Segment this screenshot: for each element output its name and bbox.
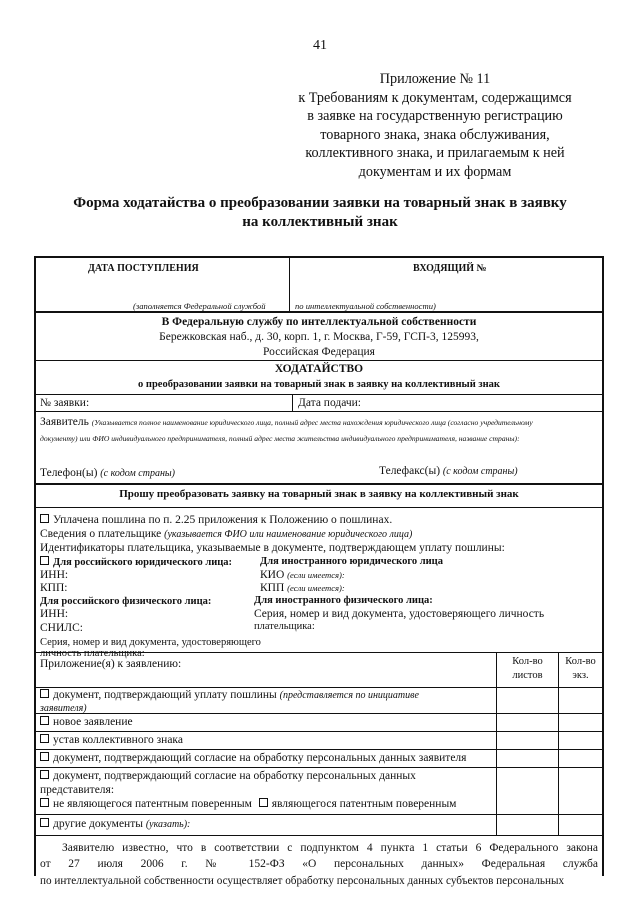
payer-info — [40, 528, 412, 541]
applicant-note: (Указывается полное наименование юридического лица, полный адрес места нахождения юридического лица (согласно учредительному — [91, 418, 533, 427]
divider — [36, 731, 602, 732]
attachment-note: заявителя) — [40, 703, 87, 714]
application-number-field[interactable]: № заявки: — [40, 397, 90, 409]
representative-type-options — [40, 798, 456, 811]
divider — [292, 394, 293, 411]
ru-id-doc-label: Серия, номер и вид документа, удостоверяющего — [40, 637, 261, 648]
fax-label: Телефакс(ы) — [379, 465, 441, 477]
copies-column-header: Кол-во — [565, 656, 596, 667]
attachment-note: (представляется по инициативе — [279, 690, 419, 701]
divider — [36, 507, 602, 508]
attachment-note: (указать): — [145, 819, 191, 830]
foreign-id-doc-label: плательщика: — [254, 621, 315, 632]
phone-note: (с кодом страны) — [100, 468, 176, 479]
checkbox-icon[interactable] — [259, 798, 268, 807]
attachment-label: другие документы — [53, 818, 143, 830]
phone-label: Телефон(ы) — [40, 467, 98, 479]
petition-subtitle: о преобразовании заявки на товарный знак в заявку на коллективный знак — [138, 379, 500, 390]
divider — [36, 713, 602, 714]
notice-line: Заявителю известно, что в соответствии с подпунктом 4 пункта 1 статьи 6 Федерального закона — [62, 842, 598, 854]
form-title-line: Форма ходатайства о преобразовании заявки на товарный знак в заявку — [73, 195, 567, 211]
snils-field[interactable]: СНИЛС: — [40, 622, 83, 634]
divider — [36, 394, 602, 395]
kio-note: (если имеется): — [287, 570, 345, 580]
attachment-new-application[interactable] — [40, 716, 133, 729]
checkbox-icon[interactable] — [40, 716, 49, 725]
ru-legal-label: Для российского юридического лица: — [53, 557, 233, 568]
receipt-note: (заполняется Федеральной службой — [133, 301, 266, 311]
inn-field[interactable]: ИНН: — [40, 569, 69, 581]
petition-form — [34, 256, 604, 887]
appendix-line: в заявке на государственную регистрацию — [307, 108, 563, 124]
attachment-consent-applicant[interactable] — [40, 752, 466, 765]
payer-info-note: (указывается ФИО или наименование юридического лица) — [164, 529, 413, 540]
attachment-label: представителя: — [40, 784, 115, 796]
fee-paid-label: Уплачена пошлина по п. 2.25 приложения к Положению о пошлинах. — [53, 514, 393, 526]
foreign-kpp-note: (если имеется): — [287, 583, 345, 593]
petition-title: ХОДАТАЙСТВО — [274, 363, 364, 375]
appendix-line: товарного знака, знака обслуживания, — [320, 126, 550, 143]
fax-field[interactable] — [379, 465, 518, 478]
checkbox-icon[interactable] — [40, 752, 49, 761]
appendix-heading — [260, 70, 610, 181]
not-attorney-option[interactable]: не являющегося патентным поверенным — [53, 798, 252, 810]
foreign-legal-label: Для иностранного юридического лица — [260, 556, 443, 567]
foreign-id-doc-label: Серия, номер и вид документа, удостоверяющего личность — [254, 608, 545, 620]
addressee-country: Российская Федерация — [263, 346, 375, 358]
notice-line: по интеллектуальной собственности осуществляет обработку персональных данных субъектов персональных — [40, 875, 565, 887]
notice-line: от 27 июля 2006 г. № 152-ФЗ «О персональных данных» Федеральная служба — [40, 858, 598, 870]
attachment-label: устав коллективного знака — [53, 734, 183, 746]
divider — [36, 767, 602, 768]
attachments-header: Приложение(я) к заявлению: — [40, 658, 182, 670]
kio-label: КИО — [260, 569, 285, 581]
attachment-fee-doc[interactable] — [40, 689, 419, 702]
divider — [36, 360, 602, 361]
applicant-field[interactable] — [40, 416, 533, 429]
ru-legal-checkbox[interactable] — [40, 556, 232, 569]
appendix-line: документам и их формам — [358, 163, 512, 180]
incoming-note: по интеллектуальной собственности) — [295, 301, 436, 311]
attachment-other[interactable] — [40, 818, 190, 831]
fee-paid-checkbox[interactable] — [40, 514, 392, 527]
attachment-charter[interactable] — [40, 734, 183, 747]
checkbox-icon[interactable] — [40, 770, 49, 779]
attorney-option[interactable]: являющегося патентным поверенным — [271, 798, 457, 810]
incoming-number-label: ВХОДЯЩИЙ № — [413, 263, 487, 274]
attachment-label: новое заявление — [53, 716, 133, 728]
divider — [36, 835, 602, 836]
appendix-line: к Требованиям к документам, содержащимся — [298, 89, 572, 106]
appendix-title: Приложение № 11 — [379, 71, 491, 87]
divider — [36, 411, 602, 412]
ru-person-label: Для российского физического лица: — [40, 596, 212, 607]
sheets-column-header: Кол-во — [512, 656, 543, 667]
payer-info-label: Сведения о плательщике — [40, 528, 162, 540]
filing-date-field[interactable]: Дата подачи: — [298, 397, 361, 409]
foreign-kpp-label: КПП — [260, 582, 285, 594]
phone-field[interactable] — [40, 467, 175, 480]
inn-person-field[interactable]: ИНН: — [40, 608, 69, 620]
divider — [36, 687, 602, 688]
checkbox-icon[interactable] — [40, 556, 49, 565]
checkbox-icon[interactable] — [40, 798, 49, 807]
divider — [36, 483, 602, 485]
page-number: 41 — [313, 38, 327, 53]
receipt-date-label: ДАТА ПОСТУПЛЕНИЯ — [88, 263, 199, 274]
checkbox-icon[interactable] — [40, 514, 49, 523]
checkbox-icon[interactable] — [40, 818, 49, 827]
ru-id-doc-label: личность плательщика: — [40, 648, 145, 659]
attachment-consent-representative[interactable] — [40, 770, 416, 783]
sheets-column-header: листов — [512, 670, 543, 681]
addressee-name: В Федеральную службу по интеллектуальной собственности — [161, 316, 477, 328]
kpp-field[interactable]: КПП: — [40, 582, 68, 594]
attachment-label: документ, подтверждающий согласие на обработку персональных данных — [53, 770, 416, 782]
checkbox-icon[interactable] — [40, 734, 49, 743]
form-title — [40, 194, 600, 231]
payer-identifiers-label: Идентификаторы плательщика, указываемые в документе, подтверждающем уплату пошлины: — [40, 542, 505, 554]
applicant-label: Заявитель — [40, 416, 89, 428]
attachment-label: документ, подтверждающий согласие на обработку персональных данных заявителя — [53, 752, 467, 764]
kio-field[interactable] — [260, 569, 345, 582]
copies-column-header: экз. — [572, 670, 589, 681]
addressee-address: Бережковская наб., д. 30, корп. 1, г. Москва, Г-59, ГСП-3, 125993, — [159, 331, 479, 343]
request-text: Прошу преобразовать заявку на товарный знак в заявку на коллективный знак — [119, 488, 519, 500]
attachment-label: документ, подтверждающий уплату пошлины — [53, 689, 277, 701]
checkbox-icon[interactable] — [40, 689, 49, 698]
appendix-line: коллективного знака, и прилагаемым к ней — [305, 145, 565, 161]
fax-note: (с кодом страны) — [442, 466, 518, 477]
applicant-note: документу) или ФИО индивидуального предпринимателя, полный адрес места жительства индивидуального предпринимателя, название страны): — [40, 434, 520, 443]
divider — [36, 749, 602, 750]
divider — [289, 258, 290, 311]
form-title-line: на коллективный знак — [242, 213, 398, 230]
divider — [36, 814, 602, 815]
foreign-person-label: Для иностранного физического лица: — [254, 595, 433, 606]
